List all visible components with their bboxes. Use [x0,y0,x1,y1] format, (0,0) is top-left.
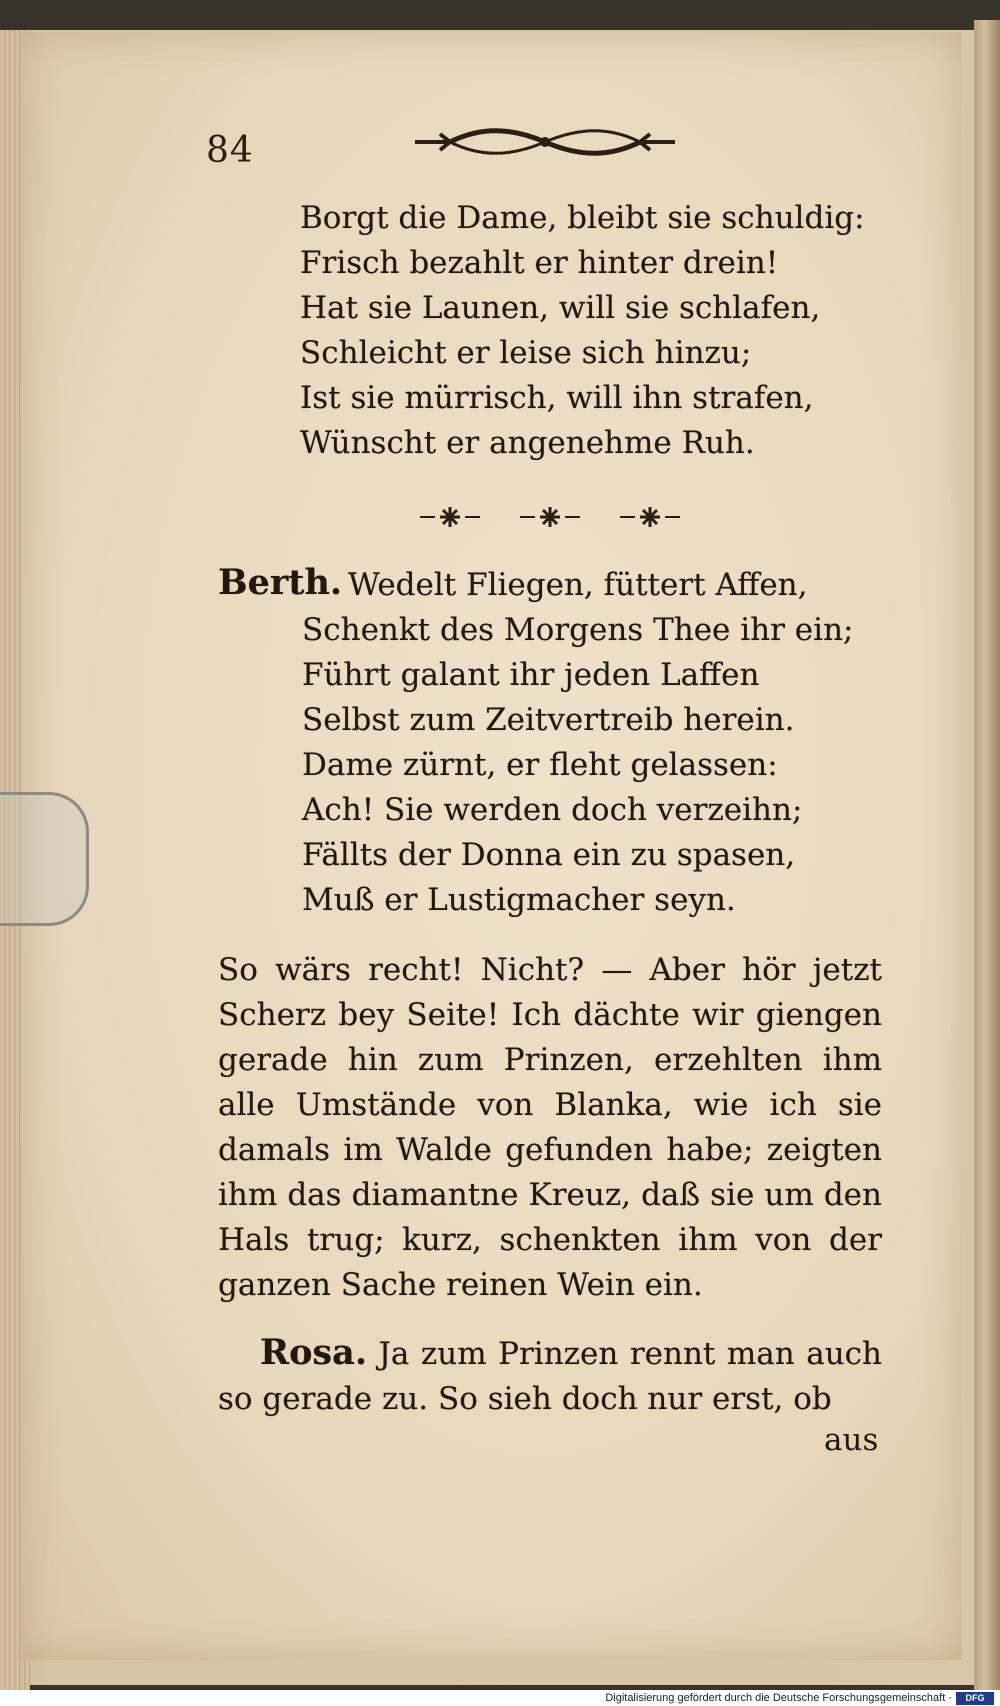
verse-line: Ist sie mürrisch, will ihn strafen, [300,380,814,416]
verse-line: Frisch bezahlt er hinter drein! [300,245,779,281]
verse-line: Ach! Sie werden doch verzeihn; [302,792,803,828]
verse-line: Schleicht er leise sich hinzu; [300,335,752,371]
speaker-label-berth: Berth. [218,562,343,603]
verse-stanza-2 [302,563,853,923]
verse-line: Muß er Lustigmacher seyn. [302,882,736,918]
rosa-speech: Ja zum Prinzen rennt man auch so gerade zu. So sieh doch nur erst, ob [218,1336,882,1417]
verse-line: Wedelt Fliegen, füttert Affen, [348,567,808,603]
catchword: aus [824,1422,879,1458]
verse-line: Borgt die Dame, bleibt sie schuldig: [300,200,865,236]
rosa-paragraph [218,1330,882,1422]
page-number: 84 [206,130,254,171]
header-ornament-icon [410,122,680,162]
dfg-logo: DFG [956,1692,994,1705]
verse-line: Dame zürnt, er fleht gelassen: [302,747,778,783]
verse-line: Hat sie Launen, will sie schlafen, [300,290,821,326]
verse-line: Wünscht er angenehme Ruh. [300,425,755,461]
verse-line: Führt galant ihr jeden Laffen [302,657,760,693]
asterism-divider-icon [410,497,690,537]
digitization-credit: Digitalisierung gefördert durch die Deutsche Forschungsgemeinschaft · [605,1692,952,1704]
verse-stanza-1 [300,196,865,466]
prose-paragraph: So wärs recht! Nicht? — Aber hör jetzt Scherz bey Seite! Ich dächte wir giengen gerade hin zum Prinzen, erzehlten ihm alle Umstände von Blanka, wie ich sie damals im Walde gefunden habe; zeigten ihm das diamantne Kreuz, daß sie um den Hals trug; kurz, schenkten ihm von der ganzen Sache reinen Wein ein. [218,952,882,1303]
verse-line: Fällts der Donna ein zu spasen, [302,837,796,873]
verse-line: Selbst zum Zeitvertreib herein. [302,702,795,738]
speaker-label-rosa: Rosa. [260,1332,367,1373]
paper-clip [0,792,89,926]
right-page-edges [974,20,1000,1690]
verse-line: Schenkt des Morgens Thee ihr ein; [302,612,854,648]
